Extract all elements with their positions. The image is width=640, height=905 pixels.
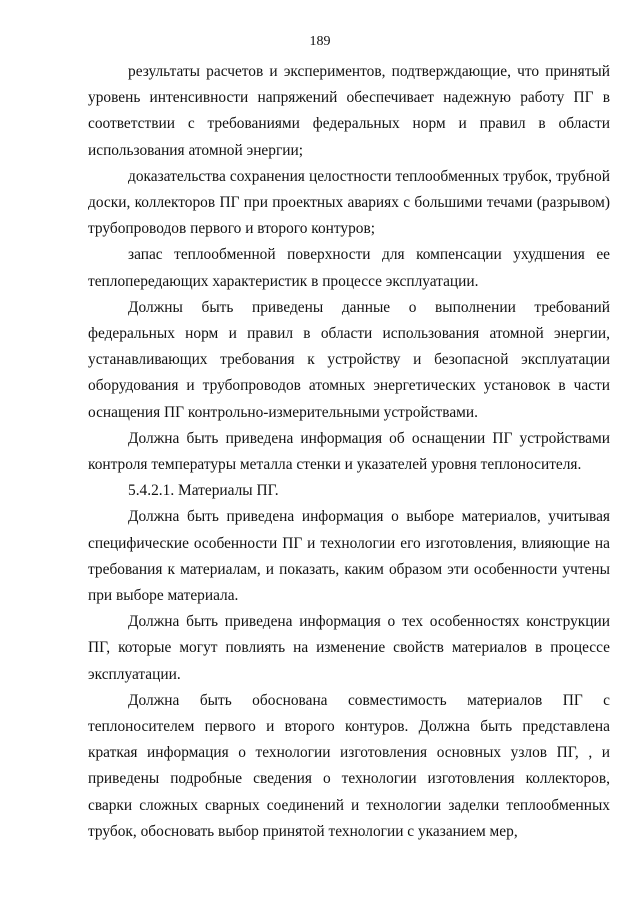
paragraph-heat-surface-margin: запас теплообменной поверхности для компенсации ухудшения ее теплопередающих характеристик в процессе эксплуатации.	[88, 246, 610, 290]
paragraph-instrumentation-requirements: Должны быть приведены данные о выполнении требований федеральных норм и правил в области использования атомной энергии, устанавливающих требования к устройству и безопасной эксплуатации оборудования и трубопроводов атомных энергетических установок в части оснащения ПГ контрольно-измерительными устройствами.	[88, 298, 610, 421]
paragraph-stress-results: результаты расчетов и экспериментов, подтверждающие, что принятый уровень интенсивности напряжений обеспечивает надежную работу ПГ в соответствии с требованиями федеральных норм и правил в области использования атомной энергии;	[88, 63, 610, 159]
paragraph-temperature-level-devices: Должна быть приведена информация об оснащении ПГ устройствами контроля температуры металла стенки и указателей уровня теплоносителя.	[88, 429, 610, 474]
paragraph-material-selection: Должна быть приведена информация о выборе материалов, учитывая специфические особенности ПГ и технологии его изготовления, влияющие на требования к материалам, и показать, каким образом эти особенности учтены при выборе материала.	[88, 508, 610, 605]
paragraph-design-features: Должна быть приведена информация о тех особенностях конструкции ПГ, которые могут повлиять на изменение свойств материалов в процессе эксплуатации.	[88, 613, 610, 683]
document-body	[88, 59, 610, 845]
section-heading-materials: 5.4.2.1. Материалы ПГ.	[128, 482, 279, 500]
page-number: 189	[309, 34, 331, 49]
paragraph-compatibility-technology: Должна быть обоснована совместимость материалов ПГ с теплоносителем первого и второго контуров. Должна быть представлена краткая информация о технологии изготовления основных узлов ПГ, , и приведены подробные сведения о технологии изготовления коллекторов, сварки сложных сварных соединений и технологии заделки теплообменных трубок, обосновать выбор принятой технологии с указанием мер,	[88, 691, 610, 840]
paragraph-tube-integrity: доказательства сохранения целостности теплообменных трубок, трубной доски, коллекторов ПГ при проектных авариях с большими течами (разрывом) трубопроводов первого и второго контуров;	[88, 167, 610, 238]
